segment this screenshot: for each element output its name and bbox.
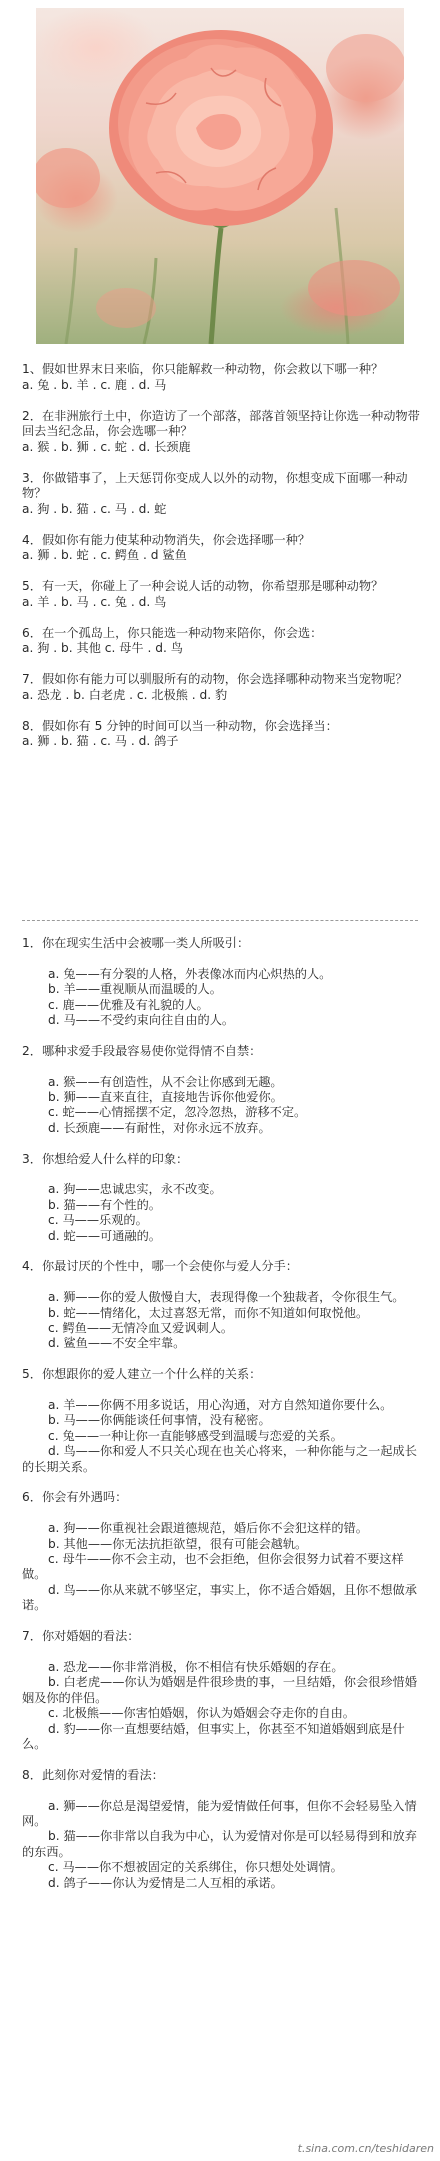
question-item bbox=[22, 579, 422, 610]
question-item bbox=[22, 719, 422, 750]
answer-option: a. 羊——你俩不用多说话，用心沟通，对方自然知道你要什么。 bbox=[48, 1398, 393, 1413]
question-text: 6．在一个孤岛上，你只能选一种动物来陪你，你会选： bbox=[22, 625, 323, 640]
question-text: 8．假如你有 5 分钟的时间可以当一种动物，你会选择当： bbox=[22, 718, 338, 733]
question-list bbox=[22, 362, 422, 765]
question-item bbox=[22, 533, 422, 564]
dashed-divider bbox=[22, 920, 418, 921]
answer-option: a. 兔——有分裂的人格，外表像冰而内心炽热的人。 bbox=[48, 966, 332, 981]
answer-list bbox=[22, 936, 418, 1906]
answer-option: d. 蛇——可通融的。 bbox=[48, 1228, 161, 1243]
answer-heading: 8．此刻你对爱情的看法： bbox=[22, 1767, 164, 1782]
question-options: a. 狮 . b. 蛇 . c. 鳄鱼 . d 鲨鱼 bbox=[22, 548, 187, 562]
answer-option: d. 长颈鹿——有耐性，对你永远不放弃。 bbox=[48, 1120, 271, 1135]
answer-option: a. 狮——你的爱人傲慢自大，表现得像一个独裁者，令你很生气。 bbox=[48, 1290, 405, 1305]
answer-option: b. 蛇——情绪化，太过喜怒无常，而你不知道如何取悦他。 bbox=[48, 1305, 369, 1320]
answer-heading: 7．你对婚姻的看法： bbox=[22, 1629, 140, 1644]
answer-option: d. 鸽子——你认为爱情是二人互相的承诺。 bbox=[48, 1875, 283, 1890]
answer-section bbox=[22, 1044, 418, 1136]
question-options: a. 恐龙 . b. 白老虎 . c. 北极熊 . d. 豹 bbox=[22, 687, 228, 702]
answer-option: a. 恐龙——你非常消极，你不相信有快乐婚姻的存在。 bbox=[48, 1659, 344, 1674]
question-options: a. 羊 . b. 马 . c. 兔 . d. 鸟 bbox=[22, 594, 167, 609]
answer-section bbox=[22, 1152, 418, 1244]
answer-heading: 3．你想给爱人什么样的印象： bbox=[22, 1151, 189, 1166]
answer-option: c. 马——你不想被固定的关系绑住，你只想处处调情。 bbox=[48, 1860, 343, 1875]
answer-option: b. 马——你俩能谈任何事情，没有秘密。 bbox=[48, 1413, 271, 1428]
answer-section bbox=[22, 936, 418, 1028]
question-text: 4．假如你有能力使某种动物消失，你会选择哪一种？ bbox=[22, 532, 311, 547]
question-options: a. 猴 . b. 狮 . c. 蛇 . d. 长颈鹿 bbox=[22, 439, 191, 454]
answer-heading: 4．你最讨厌的个性中，哪一个会使你与爱人分手： bbox=[22, 1259, 298, 1274]
question-options: a. 狗 . b. 其他 c. 母牛 . d. 鸟 bbox=[22, 641, 183, 655]
answer-option: c. 鳄鱼——无情冷血又爱讽刺人。 bbox=[48, 1321, 234, 1336]
answer-option: d. 鲨鱼——不安全牢靠。 bbox=[48, 1336, 186, 1351]
answer-heading: 5．你想跟你的爱人建立一个什么样的关系： bbox=[22, 1367, 262, 1382]
weibo-watermark: t.sina.com.cn/teshidaren bbox=[297, 2142, 434, 2155]
question-text: 2．在非洲旅行土中，你造访了一个部落，部落首领坚持让你选一种动物带回去当纪念品，你会选哪一种？ bbox=[22, 408, 420, 438]
question-item bbox=[22, 362, 422, 393]
answer-option: c. 马——乐观的。 bbox=[48, 1213, 148, 1228]
answer-section bbox=[22, 1629, 418, 1752]
answer-option: d. 鸟——你从来就不够坚定，事实上，你不适合婚姻，且你不想做承诺。 bbox=[22, 1582, 417, 1613]
answer-option: d. 鸟——你和爱人不只关心现在也关心将来，一种你能与之一起成长的长期关系。 bbox=[22, 1444, 417, 1474]
question-item bbox=[22, 409, 422, 456]
answer-option: b. 羊——重视顺从而温暖的人。 bbox=[48, 982, 222, 997]
question-options: a. 狗 . b. 猫 . c. 马 . d. 蛇 bbox=[22, 501, 167, 516]
answer-option: b. 白老虎——你认为婚姻是件很珍贵的事，一旦结婚，你会很珍惜婚姻及你的伴侣。 bbox=[22, 1675, 417, 1705]
answer-option: c. 母牛——你不会主动，也不会拒绝，但你会很努力试着不要这样做。 bbox=[22, 1552, 404, 1582]
answer-section bbox=[22, 1490, 418, 1613]
flower-photo bbox=[36, 8, 404, 344]
answer-heading: 1．你在现实生活中会被哪一类人所吸引： bbox=[22, 936, 250, 950]
answer-option: c. 兔——一种让你一直能够感受到温暖与恋爱的关系。 bbox=[48, 1428, 343, 1443]
answer-option: d. 马——不受约束向往自由的人。 bbox=[48, 1013, 235, 1028]
answer-option: b. 狮——直来直往，直接地告诉你他爱你。 bbox=[48, 1090, 283, 1105]
answer-option: a. 猴——有创造性，从不会让你感到无趣。 bbox=[48, 1074, 283, 1089]
answer-heading: 2．哪种求爱手段最容易使你觉得情不自禁： bbox=[22, 1043, 262, 1058]
answer-option: c. 蛇——心情摇摆不定，忽冷忽热，游移不定。 bbox=[48, 1105, 307, 1120]
answer-heading: 6．你会有外遇吗： bbox=[22, 1490, 128, 1505]
answer-option: a. 狗——你重视社会跟道德规范，婚后你不会犯这样的错。 bbox=[48, 1521, 368, 1536]
question-text: 3．你做错事了，上天惩罚你变成人以外的动物，你想变成下面哪一种动物？ bbox=[22, 470, 408, 500]
question-text: 5．有一天，你碰上了一种会说人话的动物，你希望那是哪种动物？ bbox=[22, 579, 384, 593]
answer-option: c. 鹿——优雅及有礼貌的人。 bbox=[48, 997, 209, 1012]
question-options: a. 兔 . b. 羊 . c. 鹿 . d. 马 bbox=[22, 377, 167, 392]
answer-option: a. 狮——你总是渴望爱情，能为爱情做任何事，但你不会轻易坠入情网。 bbox=[22, 1798, 417, 1828]
question-options: a. 狮 . b. 猫 . c. 马 . d. 鸽子 bbox=[22, 734, 179, 748]
question-text: 1、假如世界末日来临，你只能解救一种动物，你会救以下哪一种？ bbox=[22, 362, 384, 376]
answer-option: b. 猫——你非常以自我为中心，认为爱情对你是可以轻易得到和放弃的东西。 bbox=[22, 1829, 417, 1859]
answer-option: a. 狗——忠诚忠实，永不改变。 bbox=[48, 1182, 222, 1197]
answer-section bbox=[22, 1768, 418, 1891]
answer-option: c. 北极熊——你害怕婚姻，你认为婚姻会夺走你的自由。 bbox=[48, 1706, 355, 1721]
question-text: 7．假如你有能力可以驯服所有的动物，你会选择哪种动物来当宠物呢？ bbox=[22, 672, 408, 686]
question-item bbox=[22, 672, 422, 703]
question-item bbox=[22, 626, 422, 657]
answer-section bbox=[22, 1367, 418, 1475]
answer-option: d. 豹——你一直想要结婚，但事实上，你甚至不知道婚姻到底是什么。 bbox=[22, 1721, 405, 1751]
answer-option: b. 其他——你无法抗拒欲望，很有可能会越轨。 bbox=[48, 1536, 308, 1551]
answer-section bbox=[22, 1259, 418, 1351]
answer-option: b. 猫——有个性的。 bbox=[48, 1197, 161, 1212]
carnation-illustration bbox=[36, 8, 404, 344]
question-item bbox=[22, 471, 422, 518]
